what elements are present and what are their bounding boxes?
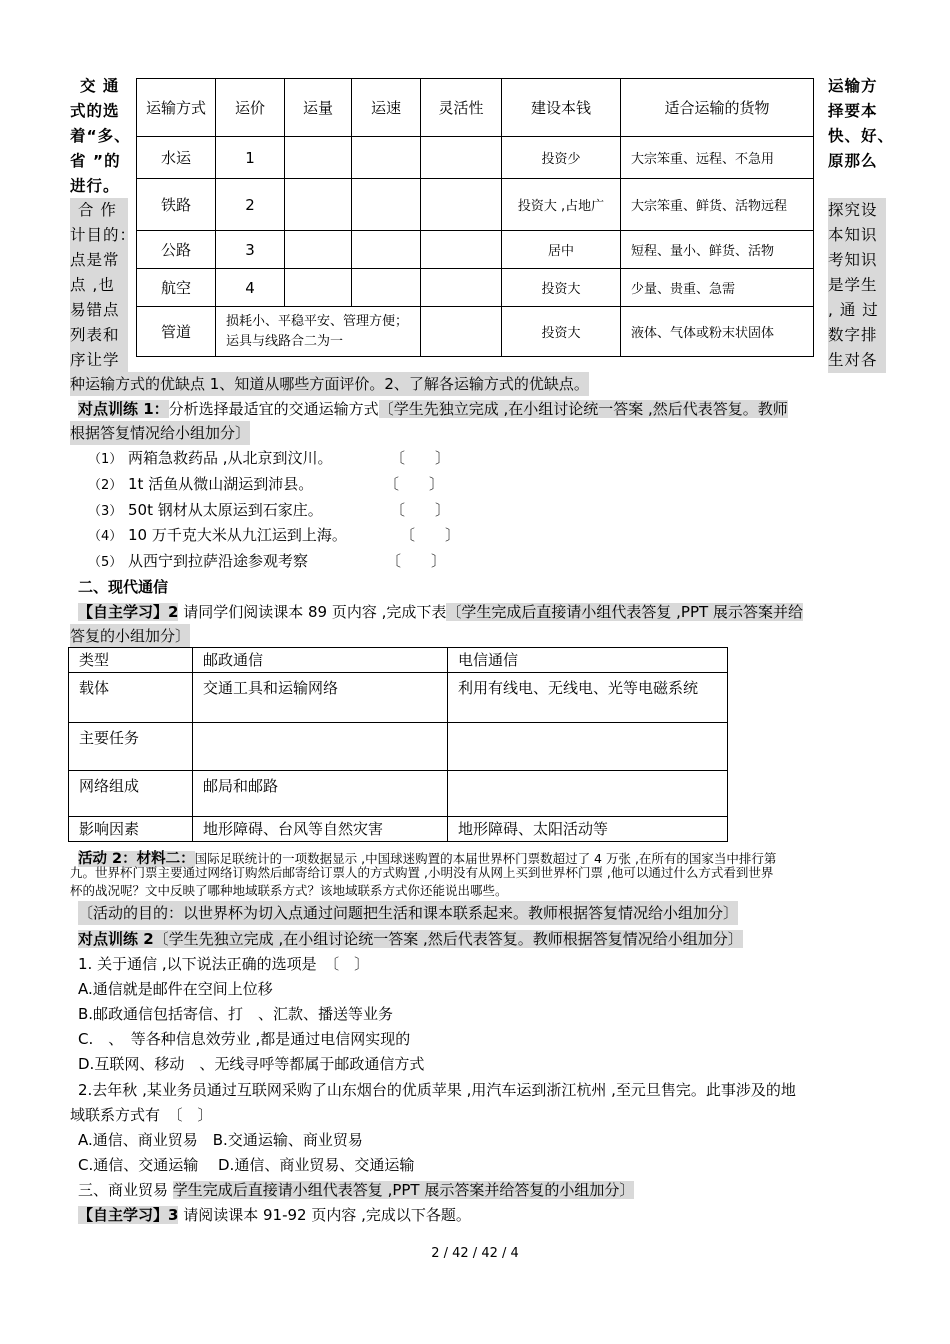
- drill2-label: 对点训练 2: [78, 930, 154, 948]
- empty-cell: [421, 179, 502, 231]
- side-right-line: 数字排: [828, 323, 886, 348]
- goods-cell: 短程、量小、鲜货、活物: [621, 231, 814, 269]
- table-header-row: [69, 648, 728, 673]
- table-row: [137, 179, 814, 231]
- study3-line: [78, 1203, 471, 1227]
- drill2-heading: [78, 927, 743, 951]
- row-label: 主要任务: [69, 723, 193, 771]
- study2-line: [78, 600, 803, 624]
- telecom-cell: 利用有线电、无线电、光等电磁系统: [448, 673, 728, 723]
- cost-cell: 投资大: [502, 269, 621, 307]
- postal-cell: 邮局和邮路: [193, 771, 448, 817]
- cost-cell: 投资大: [502, 307, 621, 357]
- side-left-line: 式的选: [70, 102, 120, 120]
- activity2-text: 国际足联统计的一项数据显示 ,中国球迷购置的本届世界杯门票数超过了 4 万张 ,在所有的国家当中排行第: [194, 851, 777, 866]
- side-notes-right-hl: [828, 198, 886, 373]
- side-right-line: 是学生: [828, 273, 886, 298]
- drill1-item: [88, 498, 450, 524]
- item-num: （1）: [88, 452, 123, 467]
- q1-option: B.邮政通信包括寄信、打 、汇款、播送等业务: [78, 1005, 394, 1023]
- row-label: 载体: [69, 673, 193, 723]
- table-row: [137, 137, 814, 179]
- table-row: [137, 231, 814, 269]
- study2-note-cont: 答复的小组加分〕: [70, 624, 190, 648]
- q1-option: A.通信就是邮件在空间上位移: [78, 980, 273, 998]
- empty-cell: [285, 231, 352, 269]
- section3-note: 学生完成后直接请小组代表答复 ,PPT 展示答案并给答复的小组加分〕: [172, 1181, 635, 1199]
- side-right-line: 考知识: [828, 248, 886, 273]
- drill2-q2-cont: 域联系方式有 〔 〕: [70, 1106, 213, 1124]
- side-left-line: 列表和: [70, 323, 128, 348]
- study3-label: 【自主学习】3: [78, 1206, 179, 1224]
- telecom-cell: [448, 723, 728, 771]
- header-cell: 运量: [285, 79, 352, 137]
- item-blank: 〔 〕: [400, 526, 461, 544]
- section3-title: 三、商业贸易: [78, 1181, 169, 1199]
- empty-cell: [285, 269, 352, 307]
- line-after-table: 种运输方式的优缺点 1、知道从哪些方面评价。2、了解各运输方式的优缺点。: [70, 372, 589, 396]
- side-right-line: 原那么: [828, 152, 878, 170]
- item-text: 1t 活鱼从微山湖运到沛县。: [128, 475, 314, 493]
- goods-cell: 少量、贵重、急需: [621, 269, 814, 307]
- drill1-heading: [78, 397, 788, 421]
- empty-cell: [421, 307, 502, 357]
- drill1-text: 分析选择最适宜的交通运输方式: [168, 400, 379, 418]
- telecom-cell: [448, 771, 728, 817]
- empty-cell: [285, 137, 352, 179]
- cost-cell: 居中: [502, 231, 621, 269]
- section3-line: [78, 1178, 634, 1202]
- empty-cell: [421, 231, 502, 269]
- price-cell: 4: [216, 269, 285, 307]
- side-right-line: 探究设: [828, 198, 886, 223]
- q1-option: C. 、 等各种信息效劳业 ,都是通过电信网实现的: [78, 1030, 411, 1048]
- telecom-cell: 地形障碍、太阳活动等: [448, 817, 728, 842]
- header-cell: 运输方式: [137, 79, 216, 137]
- activity2-line2: 九。世界杯门票主要通过网络订购然后邮寄给订票人的方式购置 ,小明没有从网上买到世界杯门票 ,他可以通过什么方式看到世界: [70, 865, 774, 880]
- table-row: [137, 307, 814, 357]
- header-cell: 运速: [352, 79, 421, 137]
- empty-cell: [352, 137, 421, 179]
- page-footer: 2 / 42 / 42 / 4: [431, 1246, 519, 1261]
- side-left-line: 序让学: [70, 348, 128, 373]
- item-text: 10 万千克大米从九江运到上海。: [128, 526, 347, 544]
- table-row: [69, 723, 728, 771]
- side-right-line: , 通 过: [828, 298, 886, 323]
- postal-cell: 交通工具和运输网络: [193, 673, 448, 723]
- row-label: 影响因素: [69, 817, 193, 842]
- drill1-item: [88, 472, 444, 498]
- item-num: （2）: [88, 478, 123, 493]
- cost-cell: 投资大 ,占地广: [502, 179, 621, 231]
- header-cell: 类型: [69, 648, 193, 673]
- merged-cell: 损耗小、平稳平安、管理方便；运具与线路合二为一: [216, 307, 421, 357]
- item-text: 两箱急救药品 ,从北京到汶川。: [128, 449, 333, 467]
- activity2-purpose: 〔活动的目的：以世界杯为切入点通过问题把生活和课本联系起来。教师根据答复情况给小组加分〕: [78, 901, 738, 925]
- side-left-line: 易错点: [70, 298, 128, 323]
- drill1-item: [88, 523, 460, 549]
- postal-cell: 地形障碍、台风等自然灾害: [193, 817, 448, 842]
- empty-cell: [421, 269, 502, 307]
- side-left-line: 进行。: [70, 177, 120, 195]
- study2-label: 【自主学习】2: [78, 603, 179, 621]
- drill2-note: 〔学生先独立完成 ,在小组讨论统一答案 ,然后代表答复。教师根据答复情况给小组加分〕: [153, 930, 743, 948]
- empty-cell: [352, 231, 421, 269]
- drill2-q1: 1. 关于通信 ,以下说法正确的选项是 〔 〕: [78, 955, 370, 973]
- mode-cell: 管道: [137, 307, 216, 357]
- price-cell: 2: [216, 179, 285, 231]
- item-blank: 〔 〕: [384, 475, 445, 493]
- side-left-line: 点 ,也: [70, 273, 128, 298]
- activity2-line3: 杯的战况呢？文中反映了哪种地域联系方式？该地域联系方式你还能说出哪些。: [70, 883, 508, 898]
- section2-title: 二、现代通信: [78, 578, 169, 596]
- side-notes-left: [70, 74, 131, 199]
- side-notes-left-hl: [70, 198, 137, 373]
- row-label: 网络组成: [69, 771, 193, 817]
- header-cell: 邮政通信: [193, 648, 448, 673]
- drill1-item: [88, 446, 450, 472]
- study2-text: 请同学们阅读课本 89 页内容 ,完成下表: [178, 603, 447, 621]
- mode-cell: 公路: [137, 231, 216, 269]
- side-notes-right: [828, 74, 898, 174]
- q1-option: D.互联网、移动 、无线寻呼等都属于邮政通信方式: [78, 1055, 425, 1073]
- item-text: 从西宁到拉萨沿途参观考察: [128, 552, 309, 570]
- table-header-row: [137, 79, 814, 137]
- q2-options: C.通信、交通运输 D.通信、商业贸易、交通运输: [78, 1156, 415, 1174]
- side-right-line: 本知识: [828, 223, 886, 248]
- item-blank: 〔 〕: [390, 449, 451, 467]
- mode-cell: 航空: [137, 269, 216, 307]
- header-cell: 运价: [216, 79, 285, 137]
- item-blank: 〔 〕: [390, 501, 451, 519]
- study2-note: 〔学生完成后直接请小组代表答复 ,PPT 展示答案并给: [446, 603, 803, 621]
- header-cell: 建设本钱: [502, 79, 621, 137]
- drill1-note-cont: 根据答复情况给小组加分〕: [70, 421, 250, 445]
- cost-cell: 投资少: [502, 137, 621, 179]
- comm-table: [68, 647, 728, 842]
- drill2-q2: 2.去年秋 ,某业务员通过互联网采购了山东烟台的优质苹果 ,用汽车运到浙江杭州 ,至元旦售完。此事涉及的地: [78, 1081, 796, 1099]
- drill1-label: 对点训练 1：: [78, 400, 169, 418]
- table-row: [69, 817, 728, 842]
- side-left-line: 计目的：: [70, 223, 128, 248]
- table-row: [137, 269, 814, 307]
- drill1-note: 〔学生先独立完成 ,在小组讨论统一答案 ,然后代表答复。教师: [378, 400, 788, 418]
- empty-cell: [285, 179, 352, 231]
- table-row: [69, 673, 728, 723]
- postal-cell: [193, 723, 448, 771]
- item-num: （3）: [88, 504, 123, 519]
- side-left-line: 交 通: [80, 77, 120, 95]
- side-left-line: 着“多、: [70, 127, 131, 145]
- empty-cell: [352, 179, 421, 231]
- item-num: （5）: [88, 555, 123, 570]
- side-right-line: 运输方: [828, 77, 878, 95]
- mode-cell: 水运: [137, 137, 216, 179]
- side-left-line: 省 ”的: [70, 152, 121, 170]
- item-blank: 〔 〕: [386, 552, 447, 570]
- goods-cell: 液体、气体或粉末状固体: [621, 307, 814, 357]
- side-right-line: 生对各: [828, 348, 886, 373]
- table-row: [69, 771, 728, 817]
- price-cell: 3: [216, 231, 285, 269]
- drill1-item: [88, 549, 446, 575]
- item-text: 50t 钢材从太原运到石家庄。: [128, 501, 323, 519]
- transport-table: [136, 78, 814, 357]
- side-left-line: 合 作: [70, 198, 128, 223]
- price-cell: 1: [216, 137, 285, 179]
- item-num: （4）: [88, 529, 123, 544]
- q2-options: A.通信、商业贸易 B.交通运输、商业贸易: [78, 1131, 363, 1149]
- side-right-line: 快、好、: [828, 127, 895, 145]
- study3-text: 请阅读课本 91-92 页内容 ,完成以下各题。: [178, 1206, 471, 1224]
- goods-cell: 大宗笨重、远程、不急用: [621, 137, 814, 179]
- header-cell: 电信通信: [448, 648, 728, 673]
- header-cell: 灵活性: [421, 79, 502, 137]
- empty-cell: [352, 269, 421, 307]
- empty-cell: [421, 137, 502, 179]
- side-right-line: 择要本: [828, 102, 878, 120]
- goods-cell: 大宗笨重、鲜货、活物远程: [621, 179, 814, 231]
- activity2-label: 活动 2：材料二：: [78, 851, 195, 867]
- header-cell: 适合运输的货物: [621, 79, 814, 137]
- mode-cell: 铁路: [137, 179, 216, 231]
- side-left-line: 点是常: [70, 248, 128, 273]
